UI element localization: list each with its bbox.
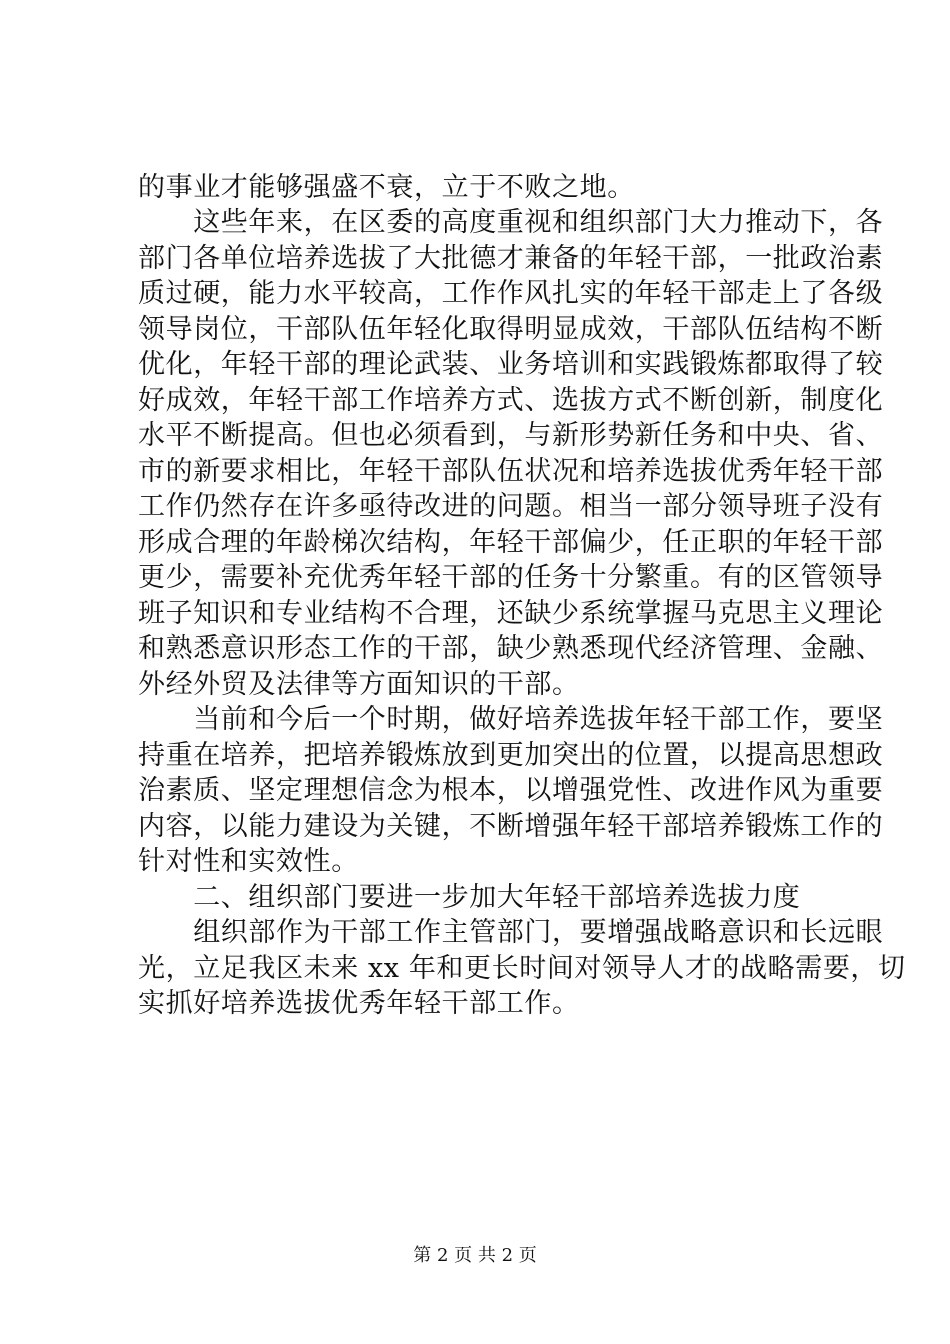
text-line: 外经外贸及法律等方面知识的干部。 [138,669,580,700]
text-line: 内容，以能力建设为关键，不断增强年轻干部培养锻炼工作的 [138,811,884,842]
text-line: 持重在培养，把培养锻炼放到更加突出的位置，以提高思想政 [138,740,884,771]
text-line: 光，立足我区未来 xx 年和更长时间对领导人才的战略需要，切 [138,953,906,984]
text-line: 更少，需要补充优秀年轻干部的任务十分繁重。有的区管领导 [138,562,884,593]
text-line: 水平不断提高。但也必须看到，与新形势新任务和中央、省、 [138,420,884,451]
text-line: 形成合理的年龄梯次结构，年轻干部偏少，任正职的年轻干部 [138,527,884,558]
text-line: 工作仍然存在许多亟待改进的问题。相当一部分领导班子没有 [138,491,884,522]
text-line: 质过硬，能力水平较高，工作作风扎实的年轻干部走上了各级 [138,278,884,309]
text-line: 当前和今后一个时期，做好培养选拔年轻干部工作，要坚 [138,704,884,735]
text-line: 这些年来，在区委的高度重视和组织部门大力推动下，各 [138,207,884,238]
text-line: 班子知识和专业结构不合理，还缺少系统掌握马克思主义理论 [138,598,884,629]
text-line: 治素质、坚定理想信念为根本，以增强党性、改进作风为重要 [138,775,884,806]
text-line: 好成效，年轻干部工作培养方式、选拔方式不断创新，制度化 [138,385,884,416]
text-line: 优化，年轻干部的理论武装、业务培训和实践锻炼都取得了较 [138,349,884,380]
text-line: 部门各单位培养选拔了大批德才兼备的年轻干部，一批政治素 [138,243,884,274]
text-line: 和熟悉意识形态工作的干部，缺少熟悉现代经济管理、金融、 [138,633,884,664]
text-line: 针对性和实效性。 [138,846,359,877]
page-footer: 第 2 页 共 2 页 [413,1245,537,1266]
section-heading: 二、组织部门要进一步加大年轻干部培养选拔力度 [138,882,801,913]
text-line: 的事业才能够强盛不衰，立于不败之地。 [138,172,635,203]
text-line: 市的新要求相比，年轻干部队伍状况和培养选拔优秀年轻干部 [138,456,884,487]
text-line: 组织部作为干部工作主管部门，要增强战略意识和长远眼 [138,917,884,948]
text-line: 实抓好培养选拔优秀年轻干部工作。 [138,988,580,1019]
text-line: 领导岗位，干部队伍年轻化取得明显成效，干部队伍结构不断 [138,314,884,345]
